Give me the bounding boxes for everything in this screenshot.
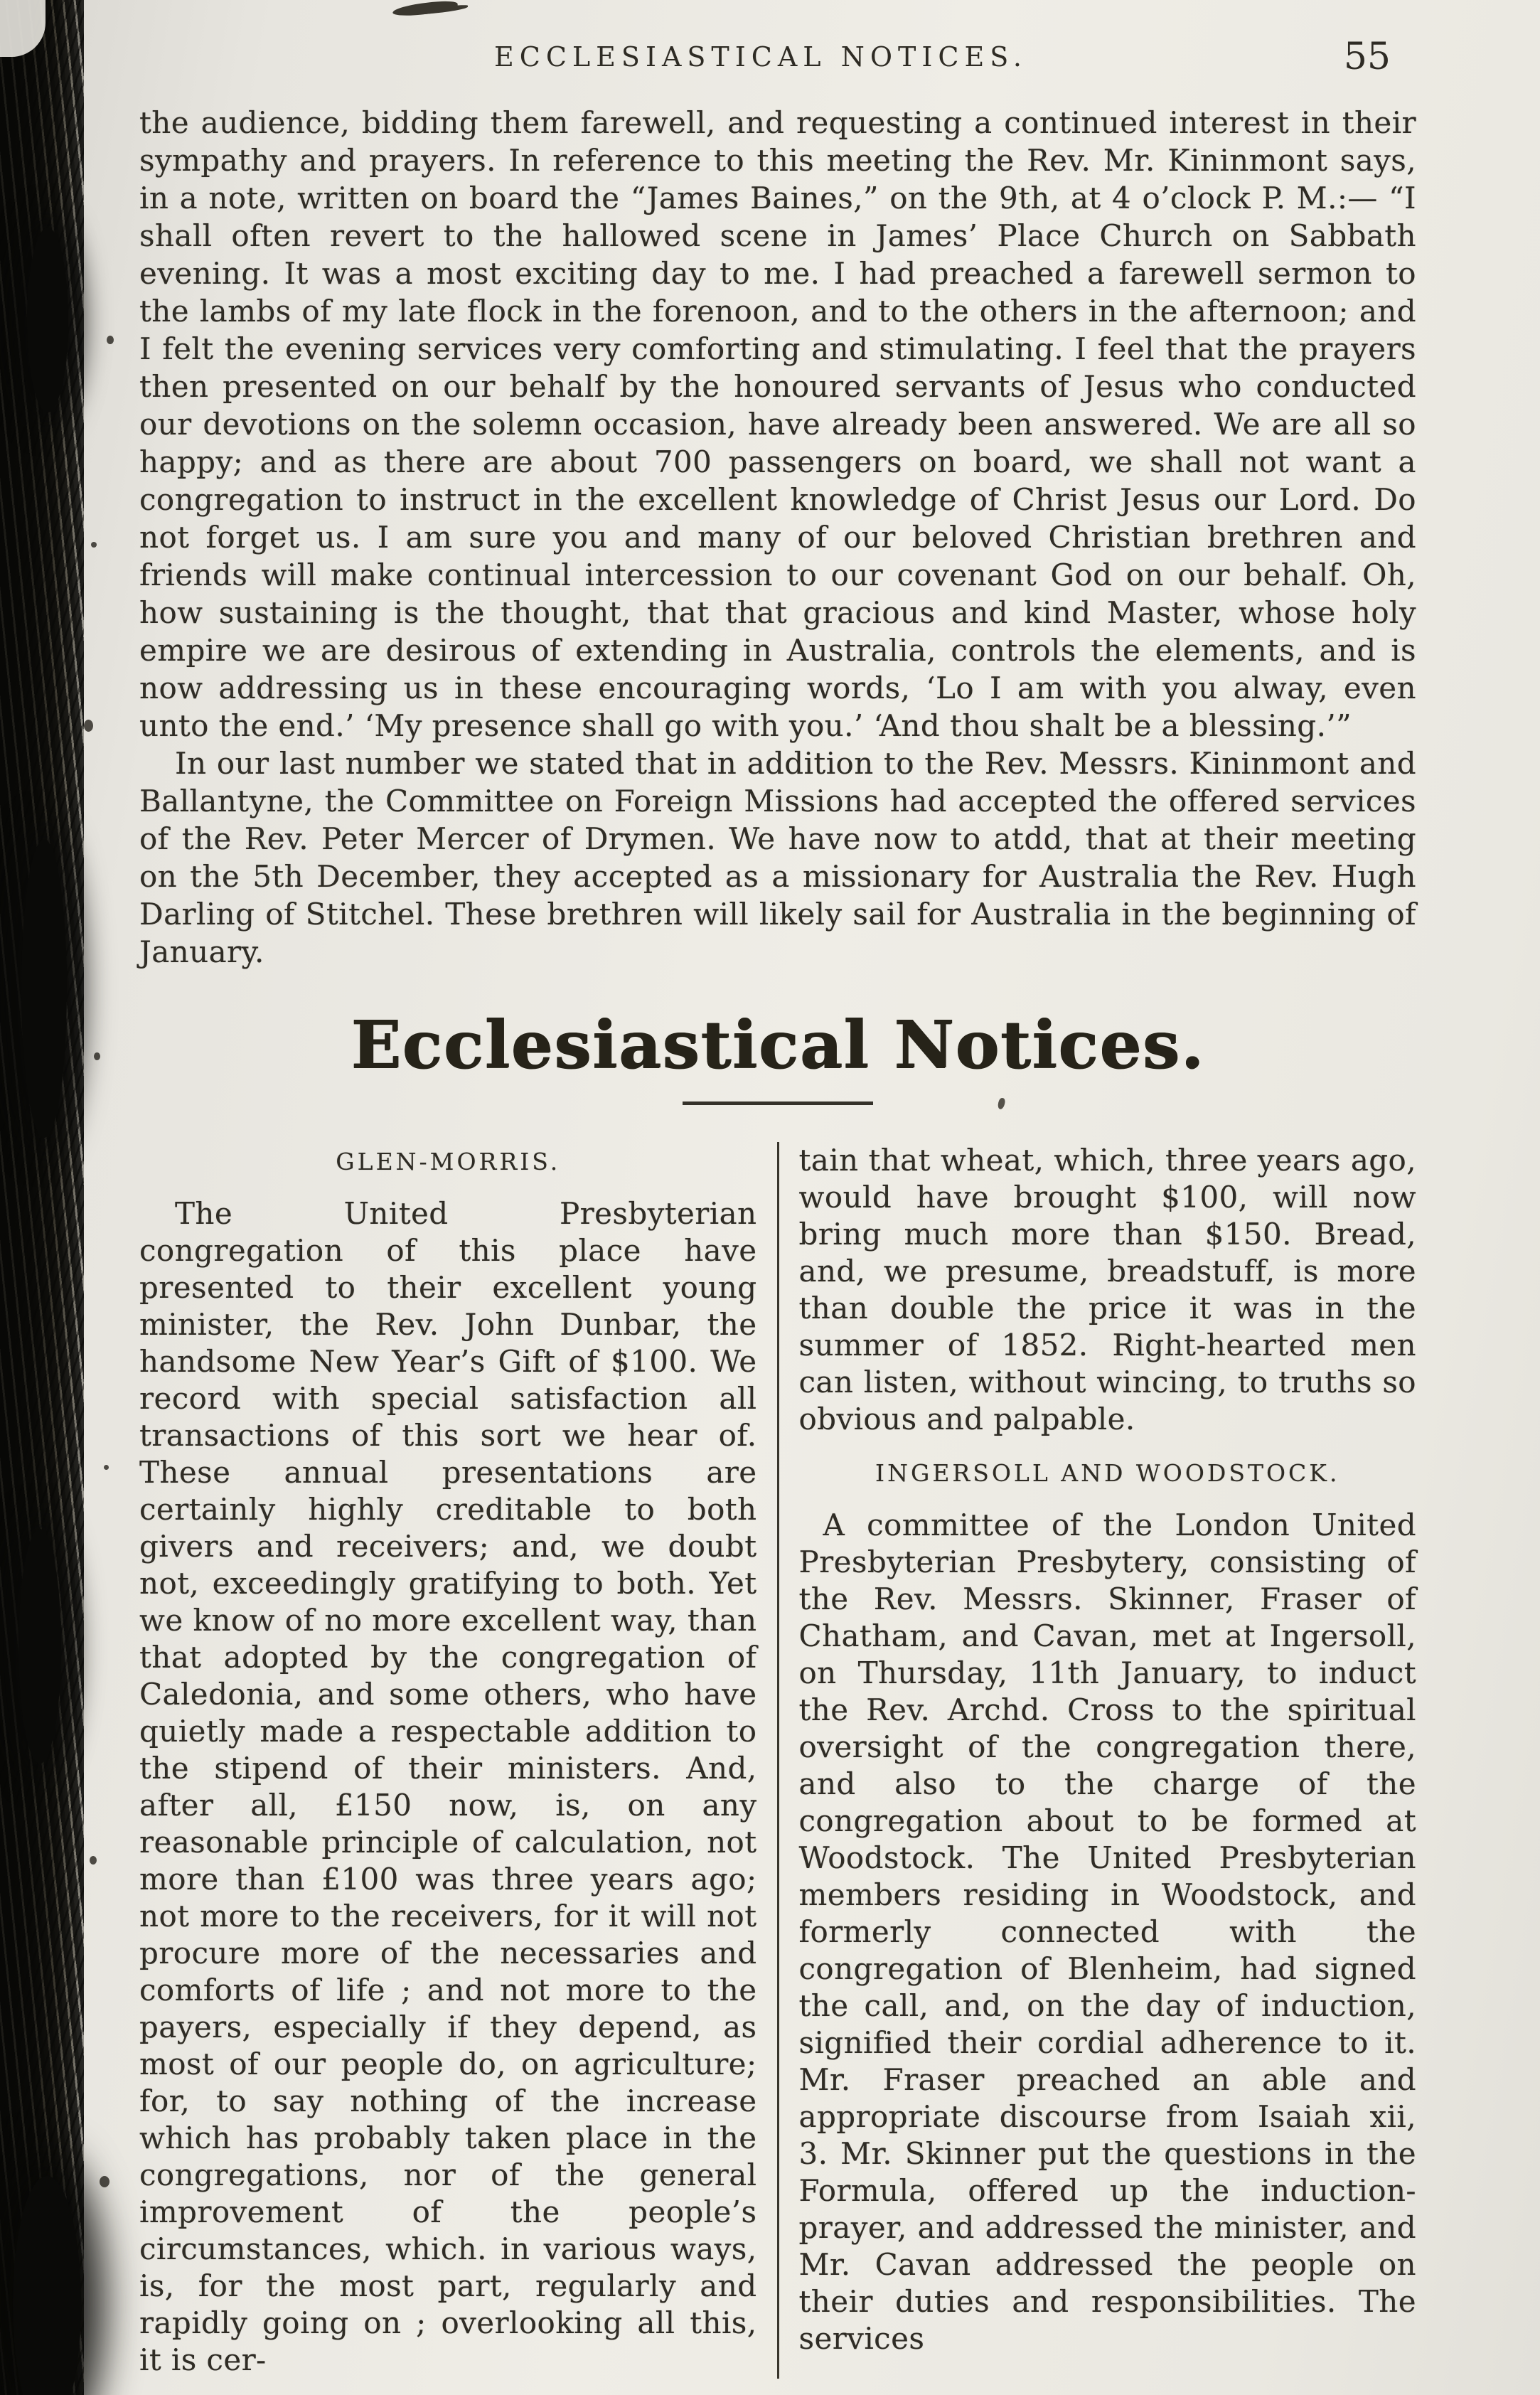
binding-ink-blob: [18, 1529, 61, 1764]
intro-section: [139, 104, 1416, 971]
binding-ink-blob: [27, 228, 68, 412]
page-corner-highlight: [0, 0, 46, 57]
article-heading-glen-morris: GLEN-MORRIS.: [336, 1148, 561, 1175]
section-heading-block: [139, 1006, 1416, 1105]
scan-speck: [100, 2176, 109, 2187]
two-column-layout: [139, 1142, 1416, 2379]
glen-morris-paragraph: The United Presbyterian congregation of this place have presented to their excellent young minister, the Rev. John Dunbar, the handsome New Year’s Gift of $100. We record with special satisfaction all transactions of this sort we hear of. These annual presentations are certainly highly creditable to both givers and receivers; and, we doubt not, exceedingly gratifying to both. Yet we know of no more excellent way, than that adopted by the congregation of Caledonia, and some others, who have quietly made a respectable addition to the stipend of their ministers. And, after all, £150 now, is, on any reasonable principle of calculation, not more than £100 was three years ago; not more to the receivers, for it will not procure more of the necessaries and comforts of life ; and not more to the payers, especially if they depend, as most of our people do, on agriculture; for, to say nothing of the increase which has probably taken place in the congregations, nor of the general improvement of the people’s circumstances, which. in various ways, is, for the most part, regularly and rapidly going on ; overlooking all this, it is cer-: [139, 1196, 757, 2377]
intro-paragraph-2: In our last number we stated that in addition to the Rev. Messrs. Kininmont and Ballantyne, the Committee on Foreign Missions had accepted the offered services of the Rev. Peter Mercer of Drymen. We have now to atdd, that at their meeting on the 5th December, they accepted as a missionary for Australia the Rev. Hugh Darling of Stitchel. These brethren will likely sail for Australia in the beginning of January.: [139, 746, 1416, 969]
section-divider-rule: [683, 1102, 873, 1105]
scan-speck: [104, 1465, 109, 1470]
ink-smudge: [392, 0, 458, 18]
scan-speck: [84, 720, 93, 732]
stray-ink-mark: [997, 1097, 1006, 1110]
ingersoll-woodstock-paragraph: A committee of the London United Presbyterian Presbytery, consisting of the Rev. Messrs. Skinner, Fraser of Chatham, and Cavan, met at Ingersoll, on Thursday, 11th January, to induct the Rev. Archd. Cross to the spiritual oversight of the congregation there, and also to the charge of the congregation about to be formed at Woodstock. The United Presbyterian members residing in Woodstock, and formerly connected with the congregation of Blenheim, had signed the call, and, on the day of induction, signified their cordial adherence to it. Mr. Fraser preached an able and appropriate discourse from Isaiah xii, 3. Mr. Skinner put the questions in the Formula, offered up the induction-prayer, and addressed the minister, and Mr. Cavan addressed the people on their duties and responsibilities. The services: [798, 1508, 1416, 2356]
glen-morris-continuation-paragraph: tain that wheat, which, three years ago, would have brought $100, will now bring much more than $150. Bread, and, we presume, breadstuff, is more than double the price it was in the summer of 1852. Right-hearted men can listen, without wincing, to truths so obvious and palpable.: [798, 1143, 1416, 1436]
article-heading-ingersoll-woodstock: INGERSOLL AND WOODSTOCK.: [875, 1459, 1340, 1487]
running-header-title: ECCLESIASTICAL NOTICES.: [494, 41, 1027, 73]
scan-speck: [90, 1856, 97, 1865]
running-header: [139, 36, 1416, 80]
page-number: 55: [1343, 36, 1391, 78]
page-content: [139, 36, 1416, 2379]
binding-ink-blob: [13, 2176, 81, 2395]
right-column: [777, 1142, 1417, 2379]
scan-speck: [91, 542, 97, 548]
binding-ink-blob: [21, 839, 67, 1138]
scan-speck: [107, 336, 114, 344]
left-column: [139, 1142, 777, 2379]
intro-paragraph-1: the audience, bidding them farewell, and requesting a continued interest in their sympathy and prayers. In reference to this meeting the Rev. Mr. Kininmont says, in a note, written on board the “James Baines,” on the 9th, at 4 o’clock P. M.:— “I shall often revert to the hallowed scene in James’ Place Church on Sabbath evening. It was a most exciting day to me. I had preached a farewell sermon to the lambs of my late flock in the forenoon, and to the others in the afternoon; and I felt the evening services very comforting and stimulating. I feel that the prayers then presented on our behalf by the honoured servants of Jesus who conducted our devotions on the solemn occasion, have already been answered. We are all so happy; and as there are about 700 passengers on board, we shall not want a congregation to instruct in the excellent knowledge of Christ Jesus our Lord. Do not forget us. I am sure you and many of our beloved Christian brethren and friends will make continual intercession to our covenant God on our behalf. Oh, how sustaining is the thought, that that gracious and kind Master, whose holy empire we are desirous of extending in Australia, controls the elements, and is now addressing us in these encouraging words, ‘Lo I am with you alway, even unto the end.’ ‘My presence shall go with you.’ ‘And thou shalt be a blessing.’”: [139, 105, 1416, 743]
section-title: Ecclesiastical Notices.: [351, 1006, 1205, 1083]
scan-speck: [94, 1052, 100, 1060]
book-binding-shadow: [0, 0, 84, 2395]
